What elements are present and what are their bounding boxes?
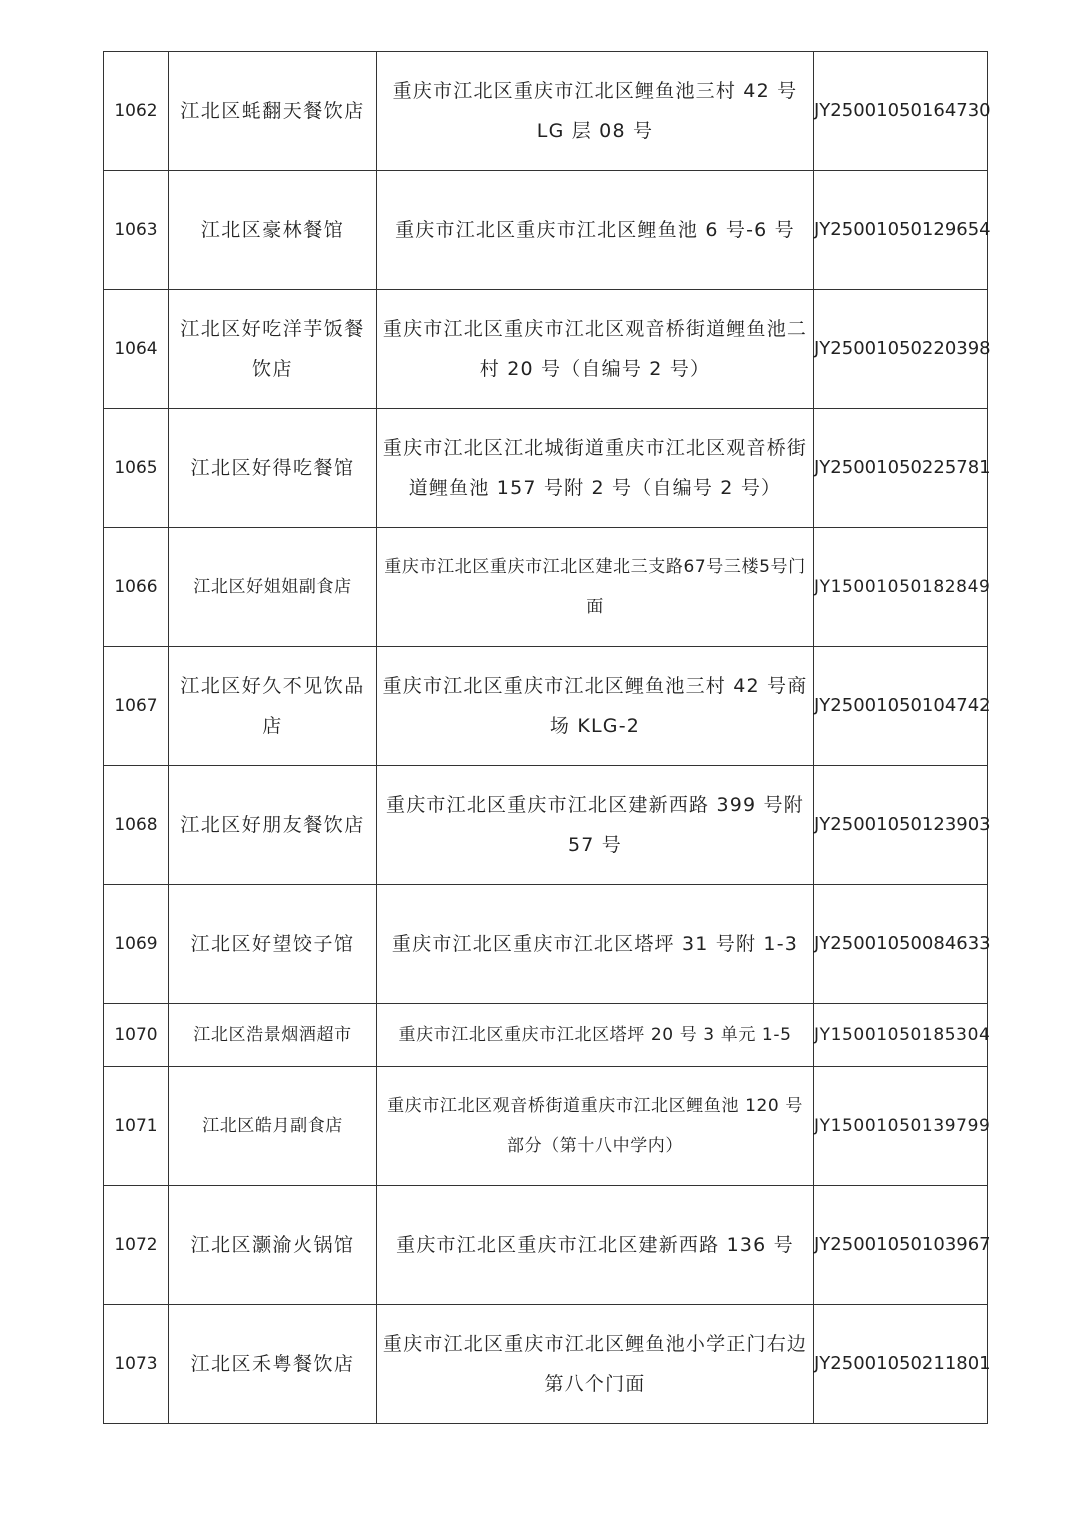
row-number: 1067 [104, 647, 169, 766]
row-number: 1073 [104, 1305, 169, 1424]
table-row [104, 1067, 988, 1186]
table-row [104, 766, 988, 885]
row-number: 1069 [104, 885, 169, 1004]
shop-name: 江北区好朋友餐饮店 [169, 766, 377, 885]
table-row [104, 1186, 988, 1305]
shop-name: 江北区皓月副食店 [169, 1067, 377, 1186]
license-number: JY25001050164730 [814, 52, 988, 171]
shop-address: 重庆市江北区重庆市江北区观音桥街道鲤鱼池二村 20 号（自编号 2 号） [377, 290, 814, 409]
shop-name: 江北区好姐姐副食店 [169, 528, 377, 647]
row-number: 1062 [104, 52, 169, 171]
shop-name: 江北区好得吃餐馆 [169, 409, 377, 528]
license-number: JY15001050139799 [814, 1067, 988, 1186]
license-number: JY25001050104742 [814, 647, 988, 766]
license-number: JY25001050103967 [814, 1186, 988, 1305]
table-row [104, 1305, 988, 1424]
license-number: JY15001050182849 [814, 528, 988, 647]
table-row [104, 1004, 988, 1067]
shop-name: 江北区禾粤餐饮店 [169, 1305, 377, 1424]
license-number: JY25001050211801 [814, 1305, 988, 1424]
shop-name: 江北区灏渝火锅馆 [169, 1186, 377, 1305]
shop-address: 重庆市江北区重庆市江北区鲤鱼池 6 号-6 号 [377, 171, 814, 290]
table-row [104, 647, 988, 766]
shop-address: 重庆市江北区江北城街道重庆市江北区观音桥街道鲤鱼池 157 号附 2 号（自编号 2 号） [377, 409, 814, 528]
license-number: JY25001050220398 [814, 290, 988, 409]
shop-address: 重庆市江北区重庆市江北区塔坪 20 号 3 单元 1-5 [377, 1004, 814, 1067]
row-number: 1065 [104, 409, 169, 528]
license-number: JY25001050123903 [814, 766, 988, 885]
shop-name: 江北区蚝翻天餐饮店 [169, 52, 377, 171]
row-number: 1064 [104, 290, 169, 409]
table-row [104, 885, 988, 1004]
row-number: 1071 [104, 1067, 169, 1186]
row-number: 1070 [104, 1004, 169, 1067]
shop-name: 江北区好望饺子馆 [169, 885, 377, 1004]
row-number: 1063 [104, 171, 169, 290]
shop-address: 重庆市江北区重庆市江北区鲤鱼池三村 42 号商场 KLG-2 [377, 647, 814, 766]
license-number: JY25001050129654 [814, 171, 988, 290]
shop-address: 重庆市江北区观音桥街道重庆市江北区鲤鱼池 120 号部分（第十八中学内） [377, 1067, 814, 1186]
shop-name: 江北区豪林餐馆 [169, 171, 377, 290]
row-number: 1072 [104, 1186, 169, 1305]
table-row [104, 528, 988, 647]
shop-name: 江北区好吃洋芋饭餐饮店 [169, 290, 377, 409]
shop-name: 江北区浩景烟酒超市 [169, 1004, 377, 1067]
license-number: JY25001050084633 [814, 885, 988, 1004]
table-row [104, 52, 988, 171]
row-number: 1068 [104, 766, 169, 885]
license-number: JY15001050185304 [814, 1004, 988, 1067]
row-number: 1066 [104, 528, 169, 647]
shop-address: 重庆市江北区重庆市江北区塔坪 31 号附 1-3 [377, 885, 814, 1004]
shop-address: 重庆市江北区重庆市江北区建北三支路67号三楼5号门面 [377, 528, 814, 647]
table-row [104, 409, 988, 528]
license-table [103, 51, 991, 1424]
shop-address: 重庆市江北区重庆市江北区建新西路 399 号附 57 号 [377, 766, 814, 885]
license-number: JY25001050225781 [814, 409, 988, 528]
shop-address: 重庆市江北区重庆市江北区鲤鱼池三村 42 号 LG 层 08 号 [377, 52, 814, 171]
shop-name: 江北区好久不见饮品店 [169, 647, 377, 766]
shop-address: 重庆市江北区重庆市江北区建新西路 136 号 [377, 1186, 814, 1305]
table-row [104, 171, 988, 290]
table-row [104, 290, 988, 409]
shop-address: 重庆市江北区重庆市江北区鲤鱼池小学正门右边第八个门面 [377, 1305, 814, 1424]
